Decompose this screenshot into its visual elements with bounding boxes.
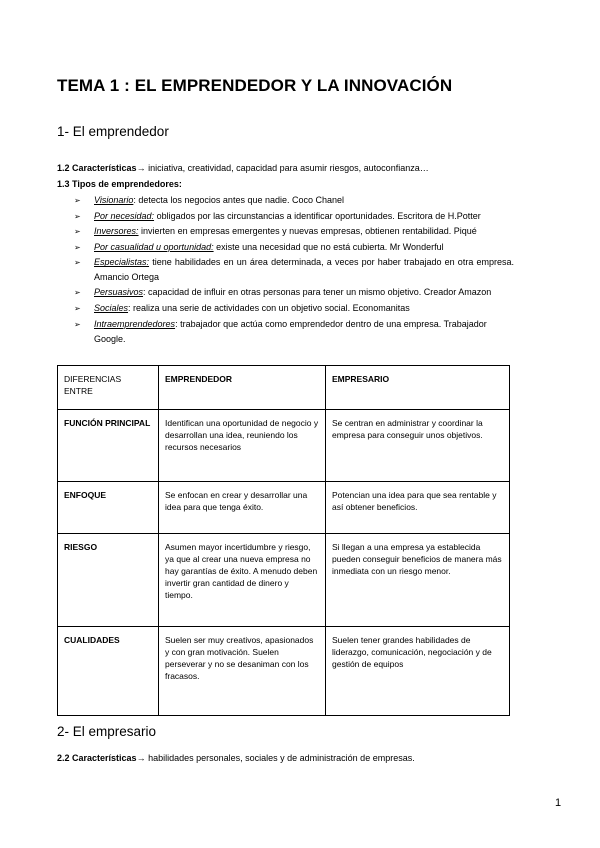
tipo-desc: invierten en empresas emergentes y nuevas empresas, obtienen rentabilidad. Piqué	[141, 226, 477, 237]
table-header-row	[58, 366, 510, 410]
tipo-name: Visionario	[94, 195, 134, 205]
page-number: 1	[555, 797, 562, 809]
caracteristicas-text: → iniciativa, creatividad, capacidad para asumir riesgos, autoconfianza…	[136, 163, 429, 173]
arrow-bullet-icon: ➢	[74, 242, 81, 252]
tipo-desc: existe una necesidad que no está cubierta. Mr Wonderful	[216, 241, 444, 252]
caracteristicas-text: → habilidades personales, sociales y de administración de empresas.	[136, 753, 415, 763]
tipo-name: Por necesidad:	[94, 210, 155, 221]
row-label: ENFOQUE	[58, 482, 159, 534]
empresario-cell: Suelen tener grandes habilidades de liderazgo, comunicación, negociación y de gestión de equipos	[326, 627, 510, 716]
tipo-desc: obligados por las circunstancias a identificar oportunidades. Escritora de H.Potter	[156, 210, 481, 221]
caracteristicas-label: 1.2 Características	[57, 163, 137, 173]
tipo-name: Sociales	[94, 302, 129, 313]
arrow-bullet-icon: ➢	[74, 211, 81, 221]
tipos-list	[74, 193, 514, 348]
section-heading-empresario: 2- El empresario	[57, 724, 157, 739]
arrow-bullet-icon: ➢	[74, 319, 81, 329]
list-item	[74, 240, 514, 256]
emprendedor-cell: Se enfocan en crear y desarrollar una idea para que tenga éxito.	[159, 482, 326, 534]
tipo-desc: trabajador que actúa como emprendedor dentro de una empresa. Trabajador Google.	[94, 318, 487, 345]
caracteristicas-line-2	[57, 752, 415, 764]
tipo-name: Especialistas:	[94, 257, 150, 268]
list-item: ➢ Visionario: detecta los negocios antes que nadie. Coco Chanel	[74, 193, 514, 209]
table-row	[58, 410, 510, 482]
arrow-bullet-icon: ➢	[74, 303, 81, 313]
table-row	[58, 627, 510, 716]
tipo-desc: realiza una serie de actividades con un objetivo social. Economanitas	[133, 302, 410, 313]
list-item	[74, 224, 514, 240]
caracteristicas-line	[57, 162, 429, 174]
page-title: TEMA 1 : EL EMPRENDEDOR Y LA INNOVACIÓN	[57, 76, 453, 95]
caracteristicas-label: 2.2 Características	[57, 753, 137, 763]
emprendedor-cell: Identifican una oportunidad de negocio y desarrollan una idea, reuniendo los recursos necesarios	[159, 410, 326, 482]
list-item	[74, 209, 514, 225]
list-item: ➢ Persuasivos: capacidad de influir en otras personas para tener un mismo objetivo. Creador Amazon	[74, 285, 514, 301]
tipo-desc: detecta los negocios antes que nadie. Coco Chanel	[138, 195, 345, 205]
tipo-desc: capacidad de influir en otras personas para tener un mismo objetivo. Creador Amazon	[148, 287, 492, 298]
empresario-cell: Si llegan a una empresa ya establecida pueden conseguir beneficios de manera más inmediata con un riesgo menor.	[326, 534, 510, 627]
row-label: FUNCIÓN PRINCIPAL	[58, 410, 159, 482]
arrow-bullet-icon: ➢	[74, 258, 81, 268]
arrow-bullet-icon: ➢	[74, 196, 81, 205]
tipo-name: Por casualidad u oportunidad:	[94, 241, 214, 252]
list-item	[74, 255, 514, 285]
row-label: CUALIDADES	[58, 627, 159, 716]
table-header-cell: DIFERENCIAS ENTRE	[58, 366, 159, 410]
emprendedor-cell: Asumen mayor incertidumbre y riesgo, ya que al crear una nueva empresa no hay garantías de éxito. A menudo deben invertir gran cantidad de dinero y tiempo.	[159, 534, 326, 627]
emprendedor-cell: Suelen ser muy creativos, apasionados y con gran motivación. Suelen perseverar y no se desaniman con los fracasos.	[159, 627, 326, 716]
section-heading-emprendedor: 1- El emprendedor	[57, 124, 169, 139]
arrow-bullet-icon: ➢	[74, 288, 81, 298]
list-item: ➢ Sociales: realiza una serie de actividades con un objetivo social. Economanitas	[74, 301, 514, 317]
empresario-cell: Potencian una idea para que sea rentable y así obtener beneficios.	[326, 482, 510, 534]
table-header-cell: EMPRESARIO	[326, 366, 510, 410]
tipos-label: 1.3 Tipos de emprendedores:	[57, 179, 182, 189]
table-row	[58, 534, 510, 627]
tipo-name: Inversores:	[94, 226, 139, 237]
table-header-cell: EMPRENDEDOR	[159, 366, 326, 410]
list-item: ➢ Intraemprendedores: trabajador que actúa como emprendedor dentro de una empresa. Trabajador Google.	[74, 318, 487, 345]
arrow-bullet-icon: ➢	[74, 227, 81, 237]
diferencias-table	[57, 365, 510, 716]
tipo-name: Intraemprendedores	[94, 318, 176, 329]
table-row	[58, 482, 510, 534]
tipo-name: Persuasivos	[94, 287, 144, 298]
empresario-cell: Se centran en administrar y coordinar la empresa para conseguir unos objetivos.	[326, 410, 510, 482]
tipo-desc: tiene habilidades en un área determinada, a veces por haber trabajado en otra empresa. Amancio Ortega	[94, 257, 514, 283]
row-label: RIESGO	[58, 534, 159, 627]
